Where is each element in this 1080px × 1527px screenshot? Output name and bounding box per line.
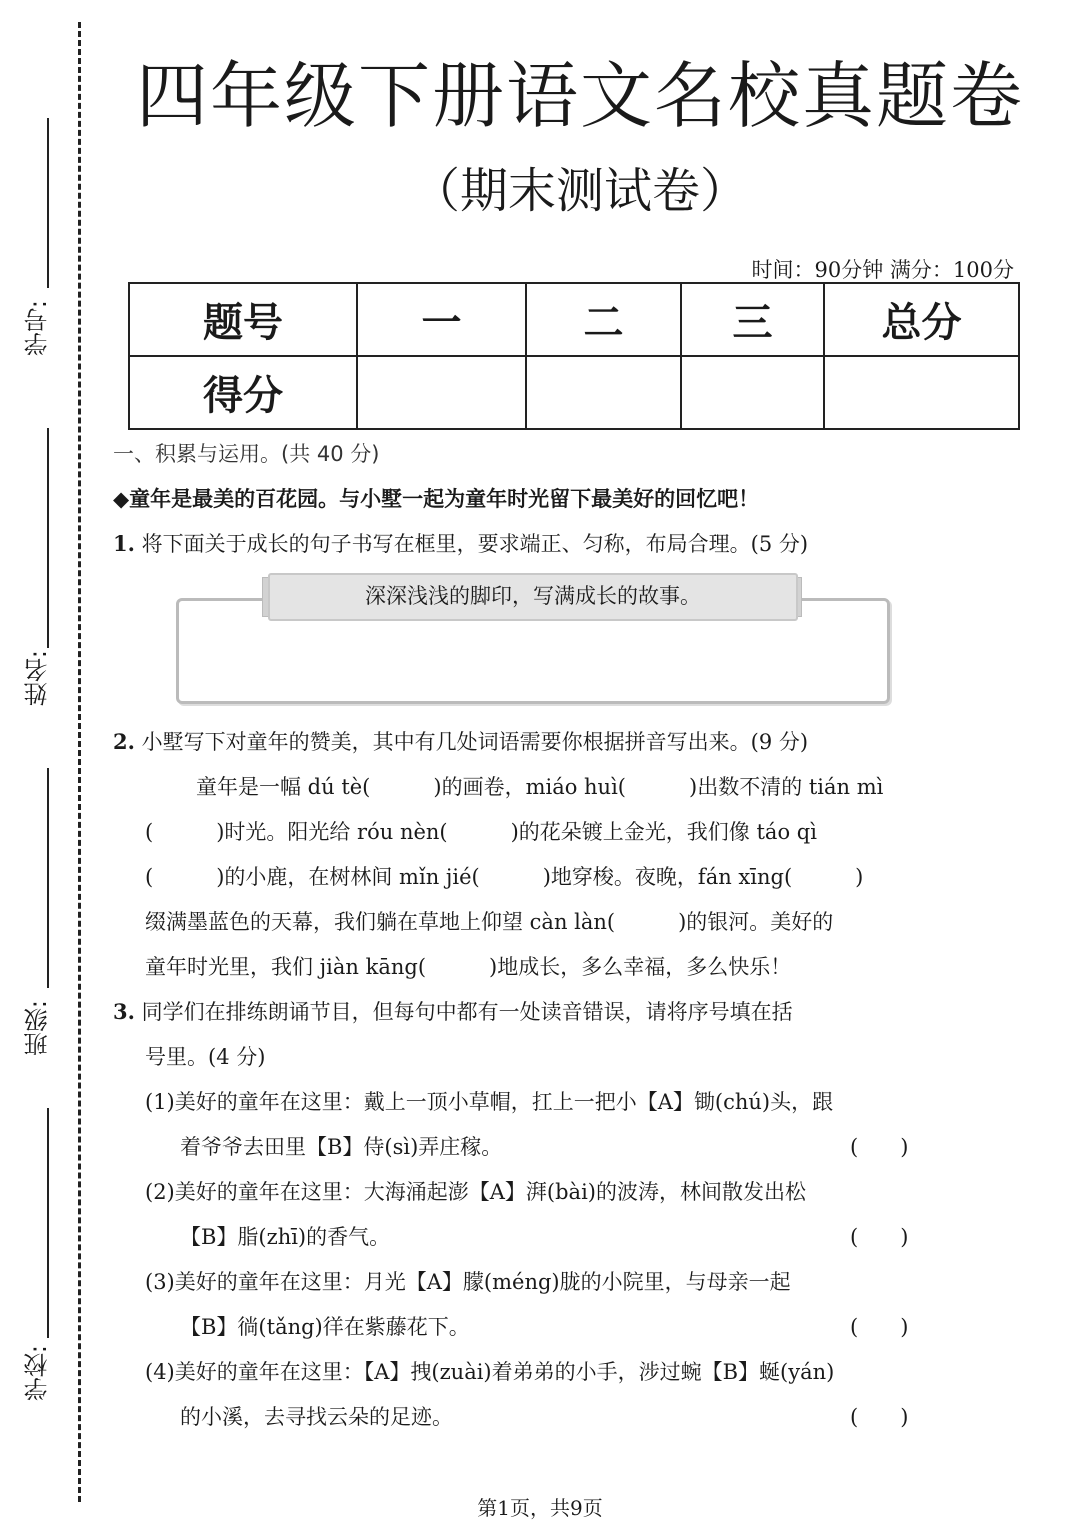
page-footer: 第1页，共9页 <box>477 1496 603 1520</box>
score-cell[interactable] <box>681 356 824 429</box>
header-cell: 一 <box>357 283 526 356</box>
question-1 <box>113 528 808 558</box>
score-cell[interactable] <box>824 356 1019 429</box>
pinyin-line[interactable]: 童年时光里，我们 jiàn kāng( )地成长，多么幸福，多么快乐！ <box>145 955 792 979</box>
name-line <box>47 428 49 648</box>
name-label: 姓名: <box>24 650 52 707</box>
pinyin-line[interactable]: ( )的小鹿，在树林间 mǐn jié( )地穿梭。夜晚，fán xīng( ) <box>145 865 864 889</box>
section-intro: ◆童年是最美的百花园。与小墅一起为童年时光留下最美好的回忆吧！ <box>113 487 760 511</box>
pinyin-line[interactable]: 童年是一幅 dú tè( )的画卷，miáo huì( )出数不清的 tián mì <box>196 775 884 799</box>
binding-dashed-line <box>78 22 81 1502</box>
question-text: 将下面关于成长的句子书写在框里，要求端正、匀称，布局合理。(5 分) <box>141 532 809 556</box>
score-table <box>128 282 1020 430</box>
answer-bracket[interactable]: ( ) <box>850 1315 909 1339</box>
score-table-header-row <box>129 283 1019 356</box>
school-line <box>47 1108 49 1338</box>
sub-question-4-cont: 的小溪，去寻找云朵的足迹。 <box>180 1405 453 1429</box>
row-label-cell: 得分 <box>129 356 357 429</box>
class-line <box>47 768 49 988</box>
header-cell: 二 <box>526 283 681 356</box>
student-id-label: 学号: <box>24 300 52 357</box>
question-text: 小墅写下对童年的赞美，其中有几处词语需要你根据拼音写出来。(9 分) <box>141 730 809 754</box>
question-number: 3. <box>113 999 135 1024</box>
sub-question-3-cont: 【B】徜(tǎng)徉在紫藤花下。 <box>180 1315 470 1339</box>
question-number: 1. <box>113 531 135 556</box>
sub-question-3: (3)美好的童年在这里：月光【A】朦(méng)胧的小院里，与母亲一起 <box>145 1270 791 1294</box>
score-cell[interactable] <box>357 356 526 429</box>
sub-question-2-cont: 【B】脂(zhī)的香气。 <box>180 1225 391 1249</box>
copy-sentence-banner: 深深浅浅的脚印，写满成长的故事。 <box>268 573 798 621</box>
school-label: 学校: <box>24 1345 52 1402</box>
score-cell[interactable] <box>526 356 681 429</box>
pinyin-line[interactable]: 缀满墨蓝色的天幕，我们躺在草地上仰望 càn làn( )的银河。美好的 <box>145 910 834 934</box>
answer-bracket[interactable]: ( ) <box>850 1225 909 1249</box>
question-2 <box>113 726 808 756</box>
sub-question-2: (2)美好的童年在这里：大海涌起澎【A】湃(bài)的波涛，林间散发出松 <box>145 1180 806 1204</box>
section-heading: 一、积累与运用。(共 40 分) <box>113 442 380 466</box>
header-cell: 题号 <box>129 283 357 356</box>
time-info: 时间：90分钟 满分：100分 <box>751 258 1014 282</box>
answer-bracket[interactable]: ( ) <box>850 1405 909 1429</box>
score-table-score-row <box>129 356 1019 429</box>
question-text: 同学们在排练朗诵节目，但每句中都有一处读音错误，请将序号填在括 <box>141 1000 793 1024</box>
answer-bracket[interactable]: ( ) <box>850 1135 909 1159</box>
class-label: 班级: <box>24 1000 52 1057</box>
question-number: 2. <box>113 729 135 754</box>
sub-question-1-cont: 着爷爷去田里【B】侍(sì)弄庄稼。 <box>180 1135 503 1159</box>
header-cell: 三 <box>681 283 824 356</box>
header-cell: 总分 <box>824 283 1019 356</box>
sub-question-4: (4)美好的童年在这里：【A】拽(zuài)着弟弟的小手，涉过蜿【B】蜒(yán) <box>145 1360 835 1384</box>
page-subtitle: （期末测试卷） <box>411 163 748 219</box>
question-text-cont: 号里。(4 分) <box>145 1045 266 1069</box>
sub-question-1: (1)美好的童年在这里：戴上一顶小草帽，扛上一把小【A】锄(chú)头，跟 <box>145 1090 834 1114</box>
question-3 <box>113 996 793 1026</box>
pinyin-line[interactable]: ( )时光。阳光给 róu nèn( )的花朵镀上金光，我们像 táo qì <box>145 820 817 844</box>
page-title: 四年级下册语文名校真题卷 <box>135 54 1024 138</box>
